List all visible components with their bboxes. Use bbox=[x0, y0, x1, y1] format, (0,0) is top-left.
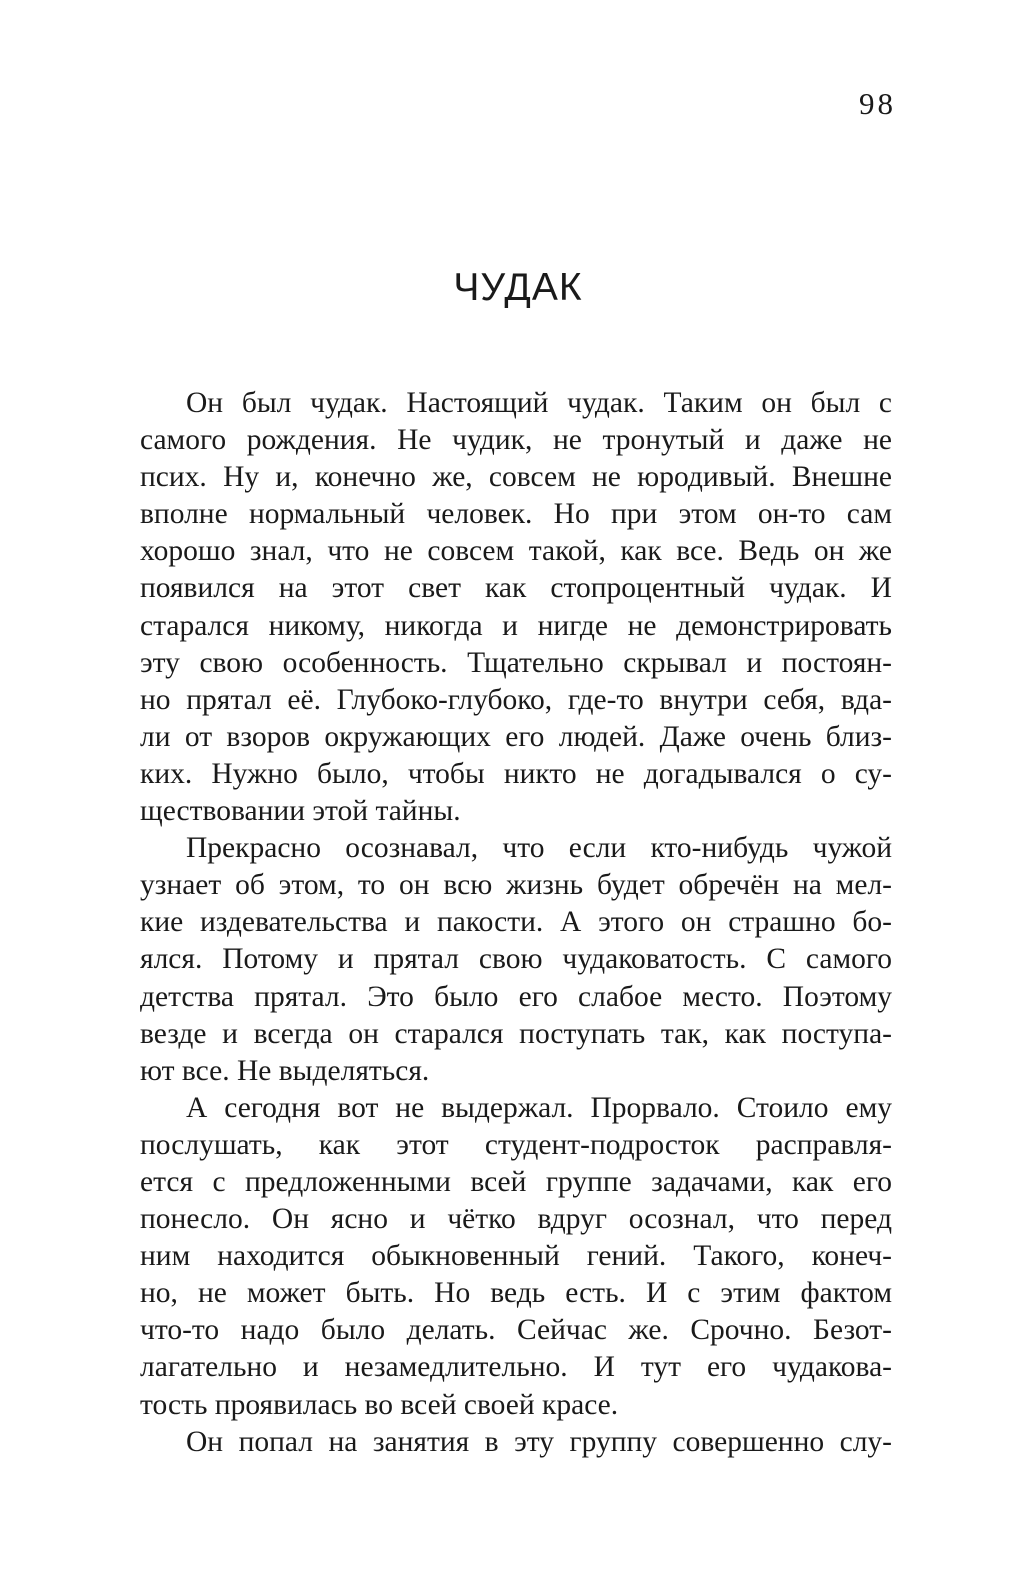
chapter-title: ЧУДАК bbox=[453, 266, 583, 309]
text-line: вполне нормальный человек. Но при этом он-то сам bbox=[140, 498, 892, 531]
text-line: эту свою особенность. Тщательно скрывал и постоян- bbox=[140, 646, 892, 679]
text-line: самого рождения. Не чудик, не тронутый и даже не bbox=[140, 424, 892, 457]
text-line: везде и всегда он старался поступать так, как поступа- bbox=[140, 1017, 892, 1050]
text-line: появился на этот свет как стопроцентный чудак. И bbox=[140, 572, 892, 605]
text-line: Прекрасно осознавал, что если кто-нибудь чужой bbox=[186, 832, 892, 865]
text-line: лагательно и незамедлительно. И тут его чудакова- bbox=[140, 1351, 892, 1384]
body-text bbox=[140, 385, 892, 1461]
text-line: ялся. Потому и прятал свою чудаковатость. С самого bbox=[140, 943, 892, 976]
text-line: А сегодня вот не выдержал. Прорвало. Стоило ему bbox=[186, 1091, 892, 1124]
text-line: но прятал её. Глубоко-глубоко, где-то внутри себя, вда- bbox=[140, 683, 892, 716]
text-line: послушать, как этот студент-подросток расправля- bbox=[140, 1128, 892, 1161]
text-line: хорошо знал, что не совсем такой, как все. Ведь он же bbox=[140, 535, 892, 568]
text-line: тость проявилась во всей своей красе. bbox=[140, 1388, 619, 1421]
text-line: кие издевательства и пакости. А этого он страшно бо- bbox=[140, 906, 892, 939]
text-line: ких. Нужно было, чтобы никто не догадывался о су- bbox=[140, 757, 892, 790]
text-line: узнает об этом, то он всю жизнь будет обречён на мел- bbox=[140, 869, 892, 902]
text-line: ли от взоров окружающих его людей. Даже очень близ- bbox=[140, 720, 892, 753]
text-line: детства прятал. Это было его слабое место. Поэтому bbox=[140, 980, 892, 1013]
page-number: 98 bbox=[859, 86, 896, 121]
text-line: ним находится обыкновенный гений. Такого, конеч- bbox=[140, 1240, 892, 1273]
text-line: Он попал на занятия в эту группу совершенно слу- bbox=[186, 1425, 892, 1458]
text-line: Он был чудак. Настоящий чудак. Таким он был с bbox=[186, 387, 892, 419]
text-line: понесло. Он ясно и чётко вдруг осознал, что перед bbox=[140, 1203, 892, 1236]
text-line: но, не может быть. Но ведь есть. И с этим фактом bbox=[140, 1277, 892, 1310]
text-line: ют все. Не выделяться. bbox=[140, 1054, 430, 1087]
text-line: старался никому, никогда и нигде не демонстрировать bbox=[140, 609, 892, 642]
text-line: что-то надо было делать. Сейчас же. Срочно. Безот- bbox=[140, 1314, 892, 1347]
text-line: ется с предложенными всей группе задачами, как его bbox=[140, 1165, 892, 1198]
text-line: псих. Ну и, конечно же, совсем не юродивый. Внешне bbox=[140, 461, 892, 494]
text-line: ществовании этой тайны. bbox=[140, 795, 461, 828]
